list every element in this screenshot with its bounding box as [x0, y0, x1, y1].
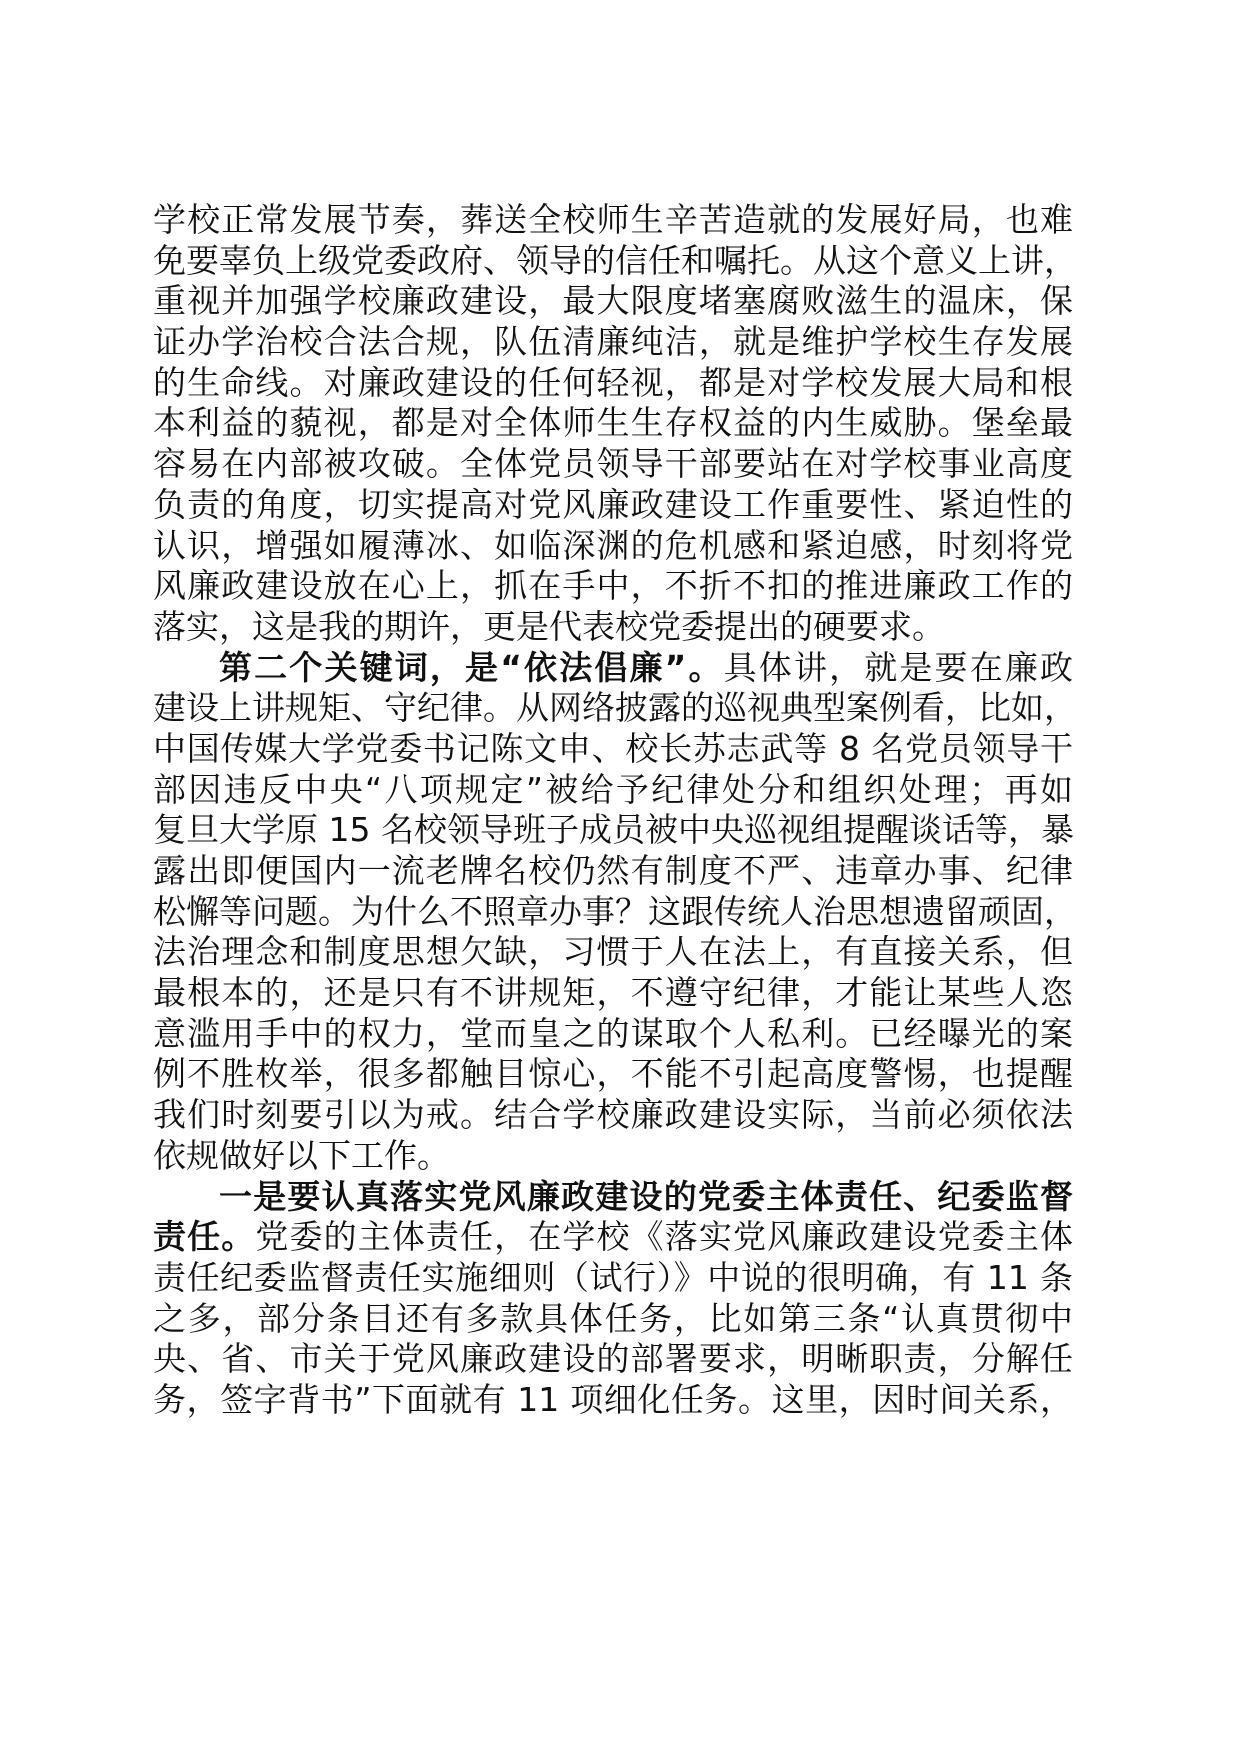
text-line: 建设上讲规矩、守纪律。从网络披露的巡视典型案例看，比如， [153, 688, 1077, 728]
text-line: 部因违反中央“八项规定”被给予纪律处分和组织处理；再如 [153, 769, 1073, 809]
text-line: 证办学治校合法合规，队伍清廉纯洁，就是维护学校生存发展 [153, 322, 1073, 362]
document-body [153, 200, 1077, 1421]
subsection-heading: 一是要认真落实党风廉政建设的党委主体责任、纪委监督 [219, 1176, 1073, 1216]
text-line: 的生命线。对廉政建设的任何轻视，都是对学校发展大局和根 [153, 362, 1073, 402]
text-line: 之多，部分条目还有多款具体任务，比如第三条“认真贯彻中 [153, 1298, 1073, 1338]
text-line: 依规做好以下工作。 [153, 1135, 450, 1175]
text-line: 重视并加强学校廉政建设，最大限度堵塞腐败滋生的温床，保 [153, 281, 1073, 321]
text-line: 松懈等问题。为什么不照章办事？这跟传统人治思想遗留顽固， [153, 891, 1077, 931]
text-line: 负责的角度，切实提高对党风廉政建设工作重要性、紧迫性的 [153, 484, 1073, 524]
text-line: 学校正常发展节奏，葬送全校师生辛苦造就的发展好局，也难 [153, 200, 1073, 239]
text-line: 风廉政建设放在心上，抓在手中，不折不扣的推进廉政工作的 [153, 566, 1073, 606]
text-line: 最根本的，还是只有不讲规矩，不遵守纪律，才能让某些人恣 [153, 973, 1073, 1013]
text-line: 复旦大学原 15 名校领导班子成员被中央巡视组提醒谈话等，暴 [153, 810, 1074, 850]
text-line: 例不胜枚举，很多都触目惊心，不能不引起高度警惕，也提醒 [153, 1054, 1073, 1094]
subsection-heading-end: 责任。 [153, 1217, 256, 1257]
paragraph-2 [153, 647, 1077, 1177]
text-line: 落实，这是我的期许，更是代表校党委提出的硬要求。 [153, 606, 945, 646]
text-line: 我们时刻要引以为戒。结合学校廉政建设实际，当前必须依法 [153, 1095, 1073, 1135]
text-line: 容易在内部被攻破。全体党员领导干部要站在对学校事业高度 [153, 444, 1073, 484]
text-line: 认识，增强如履薄冰、如临深渊的危机感和紧迫感，时刻将党 [153, 525, 1073, 565]
text-line: 中国传媒大学党委书记陈文申、校长苏志武等 8 名党员领导干 [153, 728, 1073, 768]
text-line: 免要辜负上级党委政府、领导的信任和嘱托。从这个意义上讲， [153, 240, 1077, 280]
text-line: 意滥用手中的权力，堂而皇之的谋取个人私利。已经曝光的案 [153, 1013, 1073, 1053]
text-line: 务，签字背书”下面就有 11 项细化任务。这里，因时间关系， [153, 1379, 1073, 1419]
section-heading: 第二个关键词，是“依法倡廉”。 [219, 647, 724, 687]
text-run: 具体讲，就是要在廉政 [723, 647, 1073, 687]
paragraph-3-second-line [153, 1217, 1073, 1258]
text-line: 法治理念和制度思想欠缺，习惯于人在法上，有直接关系，但 [153, 932, 1073, 972]
text-line: 责任纪委监督责任实施细则（试行）》中说的很明确，有 11 条 [153, 1257, 1073, 1297]
text-line: 央、省、市关于党风廉政建设的部署要求，明晰职责，分解任 [153, 1339, 1073, 1379]
text-run: 党委的主体责任，在学校《落实党风廉政建设党委主体 [255, 1217, 1074, 1257]
text-line: 本利益的藐视，都是对全体师生生存权益的内生威胁。堡垒最 [153, 403, 1073, 443]
paragraph-2-first-line [153, 648, 1073, 689]
text-line: 露出即便国内一流老牌名校仍然有制度不严、违章办事、纪律 [153, 851, 1073, 890]
paragraph-3 [153, 1177, 1073, 1421]
paragraph-1 [153, 200, 1077, 648]
